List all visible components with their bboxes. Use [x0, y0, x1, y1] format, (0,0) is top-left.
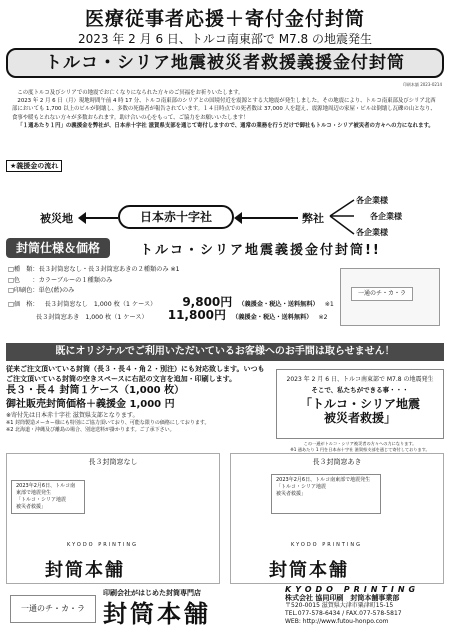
rbox-line2: そこで、私たちができる事・・・ — [311, 386, 409, 394]
notice-banner: 既にオリジナルでご利用いただいているお客様へのお手間は取らせません！ — [6, 343, 444, 361]
details-block — [6, 364, 266, 435]
price-value-2: 11,800円 — [167, 308, 227, 322]
envelope-tag: 一通のチ・カ・ラ — [351, 287, 413, 301]
envelope-caption-left: 長３封筒窓なし — [88, 458, 138, 466]
price-label: □価 格： — [8, 300, 39, 308]
page-subtitle: 2023 年 2 月 6 日、トルコ南東部で M7.8 の地震発生 — [78, 32, 372, 46]
flow-corp-2: 各企業様 — [370, 212, 402, 221]
window-text-1: 2023年2月6日、トルコ南東部で地震発生 — [16, 483, 76, 496]
flow-label: ★義援金の流れ — [6, 160, 62, 172]
intro-text — [12, 89, 440, 130]
footer-company-info — [285, 586, 445, 626]
window-text-r2: 「トルコ・シリア地震 — [276, 484, 327, 490]
spec-heading-right: トルコ・シリア地震義援金付封筒!! — [140, 243, 381, 258]
arrow-left-icon — [78, 212, 86, 224]
flow-victims: 被災地 — [40, 212, 73, 225]
window-text-r1: 2023年2月6日、トルコ南東部で地震発生 — [276, 477, 371, 483]
footer-logo: 一通のチ・カ・ラ — [10, 595, 96, 623]
footer-tagline: 印刷会社がはじめた封筒専門店 — [103, 589, 201, 597]
price-ref-2: ※2 — [318, 314, 328, 321]
arrow-mid-icon — [234, 212, 242, 224]
footer-brand: 封筒本舗 — [103, 600, 211, 628]
ref-code: 印刷本舗 2023-0214 — [402, 82, 442, 87]
envelope-no-window — [6, 453, 220, 584]
footer-address: 〒520-0015 滋賀県大津市粟津町15-15 — [285, 602, 394, 609]
envelope-window-area — [271, 474, 381, 514]
spec-row-type: □種 類：長３封筒窓なし・長３封筒窓あきの２種類のみ ※1 — [8, 266, 180, 273]
price-item-2: 長３封筒窓あき — [36, 314, 80, 321]
details-note1: ※寄付先は日本赤十字社 滋賀県支部となります。 — [6, 412, 139, 419]
footer-company: 株式会社 協同印刷 封筒本舗事業部 — [285, 594, 400, 602]
envelope-brand-right: 封筒本舗 — [269, 560, 349, 581]
envelope-print-area-left — [11, 480, 85, 514]
envelope-sample-image — [340, 268, 440, 326]
price-note-1: （義援金・税込・送料無料） — [238, 300, 319, 308]
price-qty-2: 1,000 枚（1 ケース） — [85, 314, 148, 321]
spec-list — [8, 265, 338, 324]
flow-company: 弊社 — [302, 212, 324, 225]
intro-paragraph-3: 「１通あたり１円」の義援金を弊社が、日本赤十字社 滋賀県支部を通じて寄付しますので、通常の業務を行うだけで御社もトルコ・シリア被災者の方々への力になれます。 — [17, 122, 434, 129]
page-title: 医療従事者応援＋寄付金付封筒 — [84, 8, 365, 30]
window-text-r3: 被災者救援」 — [276, 491, 307, 497]
flow-corp-1: 各企業様 — [356, 196, 388, 205]
main-title-box: トルコ・シリア地震被災者救援義援金付封筒 — [6, 48, 444, 78]
intro-paragraph-2: 2023 年 2 月 6 日（月）現地時間午前 4 時 17 分、トルコ南東部のシリアとの国境付近を震源とする大地震が発生しました。その地震により、トルコ南東部及びシリア北西部においても 1,700 以上のビルが倒壊し、多数の死傷者が報告されています。１４日時点での死者数は 37,000 人を超え、震源地周辺の家屋・ビルは倒壊し瓦礫の山となり、食事や暖もとれない方々が多数おられます。助け合いの心をもって、ご協力をお願いいたします！ — [12, 98, 436, 121]
envelope-brand-en-left: KYODO PRINTING — [67, 542, 139, 548]
flow-arrow-left — [82, 217, 118, 219]
flow-branch-lines — [326, 192, 356, 242]
rbox-foot2: ※1 通あたり 1 円を日本赤十字社 滋賀県支部を通じて寄付しております。 — [290, 447, 430, 452]
window-text-2: 「トルコ・シリア地震 — [16, 497, 67, 503]
price-ref-1: ※1 — [324, 300, 334, 308]
envelope-brand-en-right: KYODO PRINTING — [291, 542, 363, 548]
rbox-line3b: 被災者救援」 — [323, 411, 396, 425]
spec-row-color: □色 ：カラーブルーの１種類のみ — [8, 276, 113, 284]
flow-redcross: 日本赤十字社 — [118, 205, 234, 229]
price-item-1: 長３封筒窓なし — [44, 300, 88, 308]
rbox-foot1: この一通がトルコ・シリア被災者の方々への力になります。 — [303, 441, 417, 446]
details-note2: ※1 封筒製造メーカー様にも特別にご協力頂いており、可能な限りの価格にしております。 — [6, 419, 210, 426]
spec-heading: 封筒仕様＆価格 — [6, 238, 110, 258]
details-big1: 長３・長４ 封筒１ケース（1,000 枚） — [6, 385, 185, 396]
footer-web[interactable]: WEB: http://www.futou-honpo.com — [285, 618, 389, 625]
details-note3: ※2 北海道・沖縄及び離島の場合、別途送料が掛かります。ご了承下さい。 — [6, 427, 175, 433]
footer-tel: TEL.077-578-6434 / FAX.077-578-5817 — [285, 610, 402, 617]
price-row-2 — [8, 310, 338, 324]
price-qty-1: 1,000 枚（1 ケース） — [93, 300, 157, 308]
footer-brand-en: KYODO PRINTING — [285, 585, 420, 594]
flow-arrow-mid — [240, 217, 298, 219]
intro-paragraph-1: この度トルコ及びシリアでの地震でお亡くなりになられた方々のご冥福をお祈りいたします。 — [17, 90, 244, 96]
envelope-caption-right: 長３封筒窓あき — [312, 458, 362, 466]
spec-row-print: □印刷色：単色(藍)のみ — [8, 287, 75, 294]
envelope-window — [230, 453, 444, 584]
sample-text-box — [276, 369, 444, 439]
details-big2: 御社販売封筒価格＋義援金 1,000 円 — [6, 399, 175, 410]
details-line1: 従来ご注文頂いている封筒（長３・長４・角２・別注）にも対応致します。いつもご注文頂いている封筒の空きスペースに右記の文言を追加・印刷します。 — [6, 365, 265, 383]
price-value-1: 9,800円 — [182, 294, 233, 309]
rbox-line1: 2023 年 2 月 6 日、トルコ南東部で M7.8 の地震発生 — [286, 376, 434, 383]
envelope-brand-left: 封筒本舗 — [45, 560, 125, 581]
price-note-2: （義援金・税込・送料無料） — [232, 314, 313, 321]
rbox-footnotes — [272, 441, 448, 453]
flow-corp-3: 各企業様 — [356, 228, 388, 237]
footer-brand-block — [103, 588, 211, 628]
window-text-3: 被災者救援」 — [16, 504, 47, 510]
rbox-line3a: 「トルコ・シリア地震 — [299, 397, 420, 411]
